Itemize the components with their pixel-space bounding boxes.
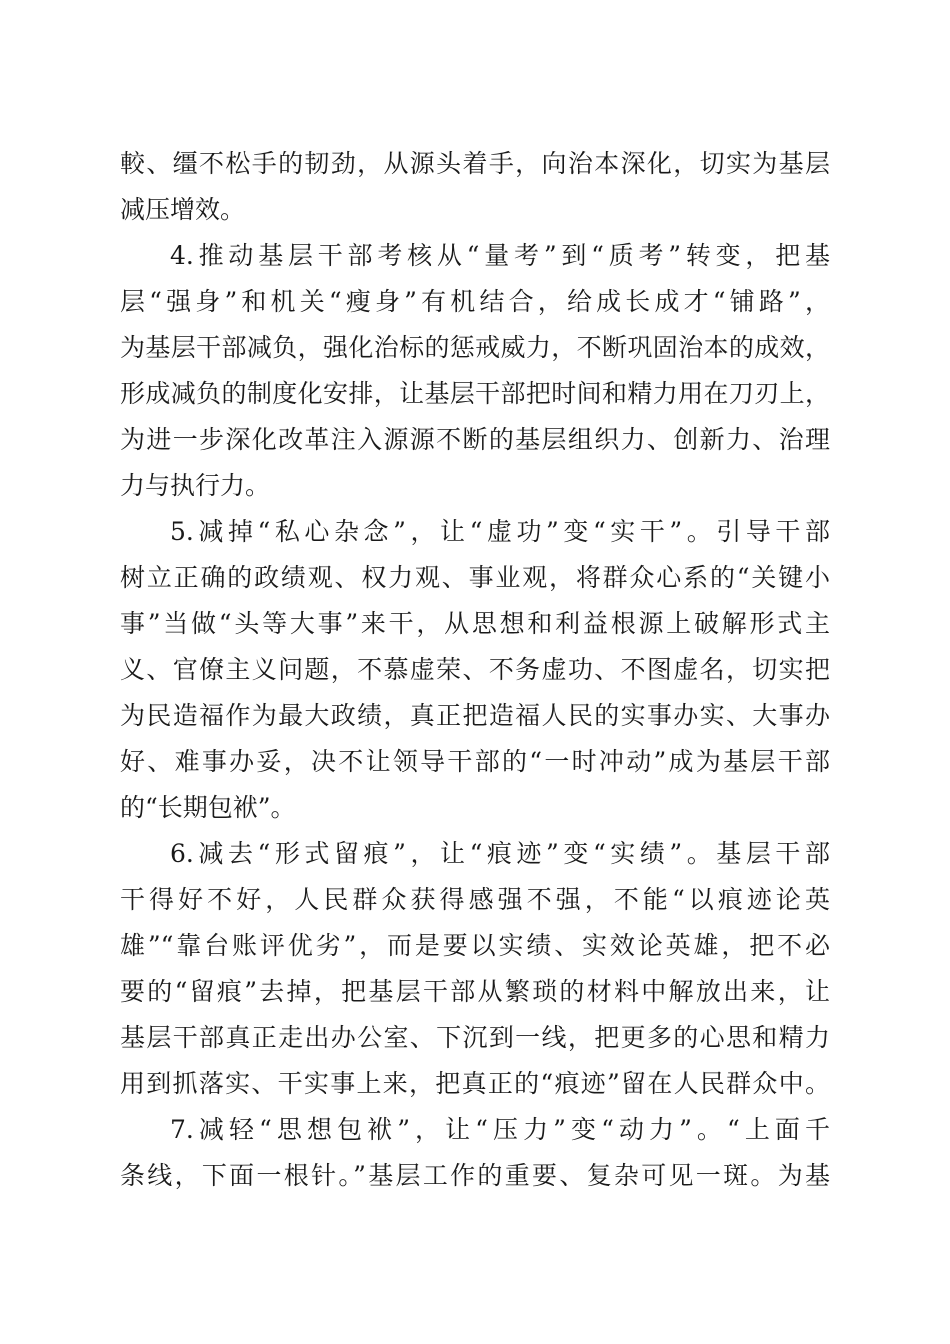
text-line: 力与执行力。 <box>120 471 271 500</box>
text-line: 事”当做“头等大事”来干，从思想和利益根源上破解形式主 <box>120 609 830 638</box>
text-line: 要的“留痕”去掉，把基层干部从繁琐的材料中解放出来，让 <box>120 977 830 1006</box>
text-line: 4.推动基层干部考核从“量考”到“质考”转变，把基 <box>170 241 830 270</box>
text-line: 层“强身”和机关“瘦身”有机结合，给成长成才“铺路”， <box>120 287 830 316</box>
text-line: 形成减负的制度化安排，让基层干部把时间和精力用在刀刃上， <box>120 379 830 408</box>
text-line: 为民造福作为最大政绩，真正把造福人民的实事办实、大事办 <box>120 701 830 730</box>
text-line: 好、难事办妥，决不让领导干部的“一时冲动”成为基层干部 <box>120 747 830 776</box>
text-line: 的“长期包袱”。 <box>120 793 296 822</box>
text-line: 条线，下面一根针。”基层工作的重要、复杂可见一斑。为基 <box>120 1161 830 1190</box>
paragraph-continuation <box>120 141 830 233</box>
text-line: 基层干部真正走出办公室、下沉到一线，把更多的心思和精力 <box>120 1023 830 1052</box>
text-line: 义、官僚主义问题，不慕虚荣、不务虚功、不图虚名，切实把 <box>120 655 830 684</box>
text-line: 用到抓落实、干实事上来，把真正的“痕迹”留在人民群众中。 <box>120 1069 830 1098</box>
body-text <box>120 141 830 1199</box>
text-line: 减压增效。 <box>120 195 246 224</box>
text-line: 雄”“靠台账评优劣”，而是要以实绩、实效论英雄，把不必 <box>120 931 830 960</box>
text-line: 6.减去“形式留痕”，让“痕迹”变“实绩”。基层干部 <box>170 839 830 868</box>
text-line: 較、缰不松手的韧劲，从源头着手，向治本深化，切实为基层 <box>120 149 830 178</box>
text-line: 干得好不好，人民群众获得感强不强，不能“以痕迹论英 <box>120 885 830 914</box>
text-line: 树立正确的政绩观、权力观、事业观，将群众心系的“关键小 <box>120 563 830 592</box>
text-line: 为基层干部减负，强化治标的惩戒威力，不断巩固治本的成效， <box>120 333 830 362</box>
paragraph-item-7 <box>120 1107 830 1199</box>
text-line: 7.减轻“思想包袱”，让“压力”变“动力”。“上面千 <box>170 1115 830 1144</box>
text-line: 5.减掉“私心杂念”，让“虚功”变“实干”。引导干部 <box>170 517 830 546</box>
paragraph-item-5 <box>120 509 830 831</box>
paragraph-item-6 <box>120 831 830 1107</box>
paragraph-item-4 <box>120 233 830 509</box>
text-line: 为进一步深化改革注入源源不断的基层组织力、创新力、治理 <box>120 425 830 454</box>
